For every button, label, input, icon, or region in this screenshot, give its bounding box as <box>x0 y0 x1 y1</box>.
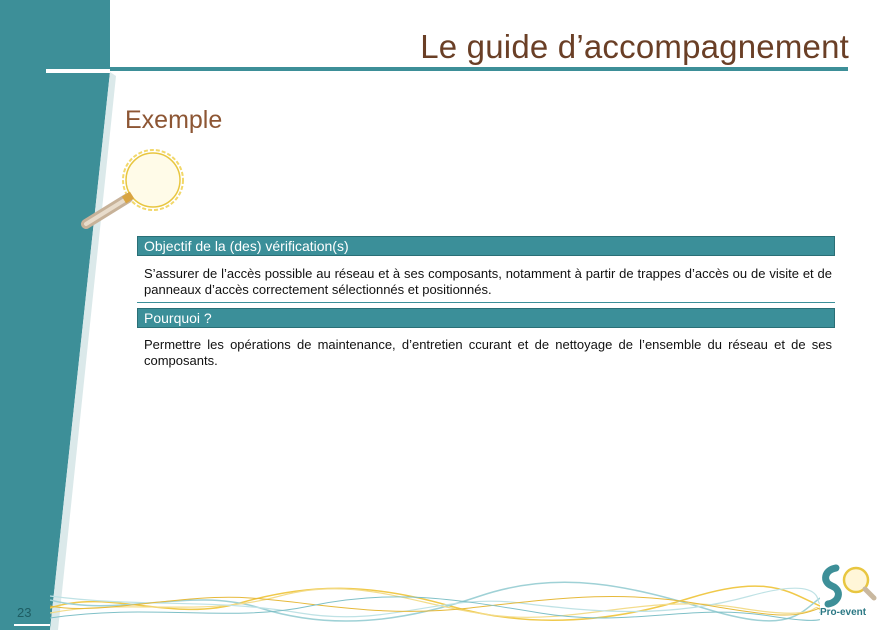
page-title: Le guide d’accompagnement <box>420 28 849 65</box>
logo-text: Pro-event <box>820 607 867 618</box>
section-heading-objective: Objectif de la (des) vérification(s) <box>144 238 349 254</box>
section-bar-why <box>137 308 835 328</box>
section-heading-why: Pourquoi ? <box>144 310 212 326</box>
magnifier-icon <box>78 146 194 236</box>
example-heading: Exemple <box>125 106 223 134</box>
decorative-waves <box>50 578 820 628</box>
section-divider <box>137 302 835 303</box>
page-number-rule <box>14 624 50 626</box>
title-rule <box>46 67 848 71</box>
title-rule-gap <box>46 69 110 73</box>
section-bar-objective <box>137 236 835 256</box>
section-text-why: Permettre les opérations de maintenance, d’entretien ccurant et de nettoyage de l’ensemble du réseau et de ses composants. <box>144 337 832 368</box>
page-number: 23 <box>17 605 32 620</box>
section-text-objective: S’assurer de l’accès possible au réseau et à ses composants, notamment à partir de trappes d’accès ou de visite et de panneaux d’accès correctement sélectionnés et positionnés. <box>144 266 832 297</box>
